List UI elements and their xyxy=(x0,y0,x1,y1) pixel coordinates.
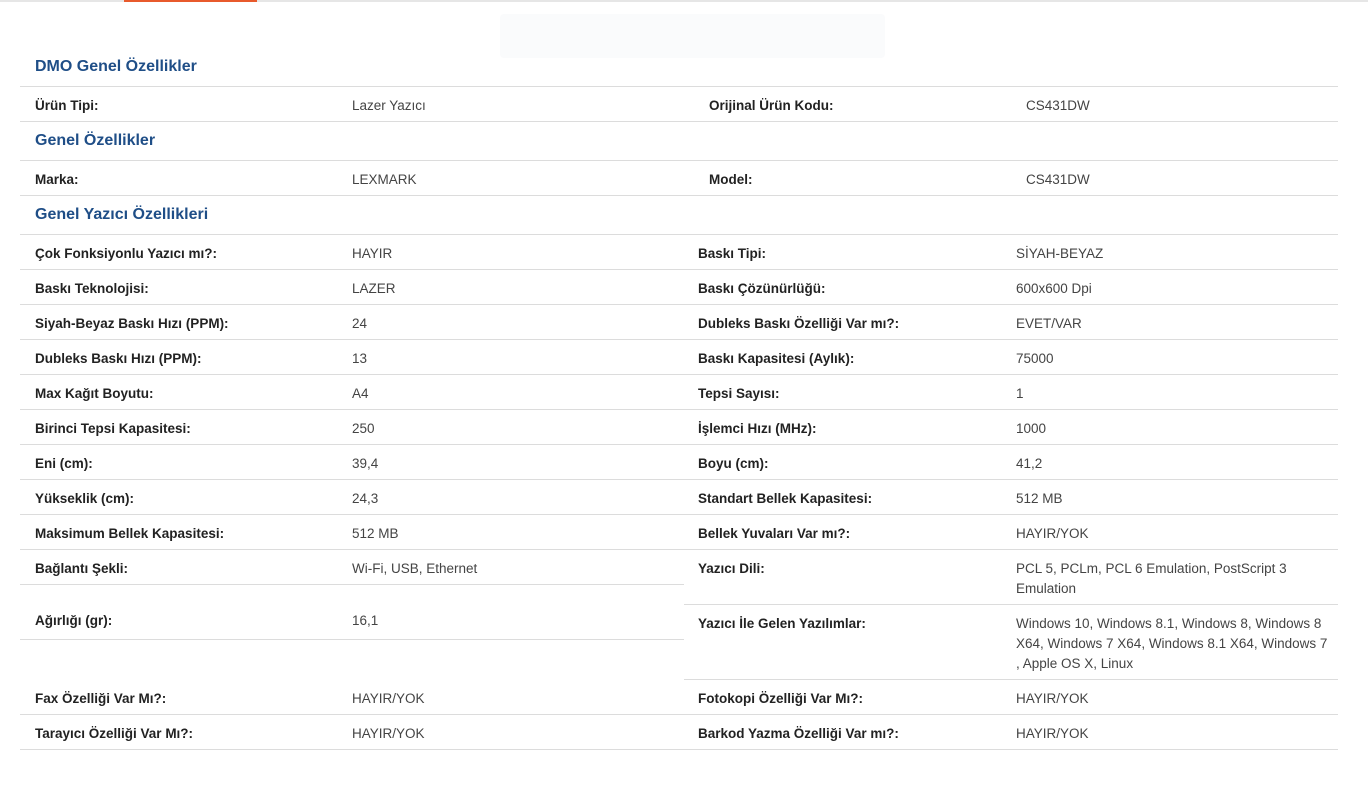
spec-column-left xyxy=(20,235,684,750)
spec-row xyxy=(20,585,684,640)
spec-row xyxy=(20,270,684,305)
spec-row xyxy=(684,410,1338,445)
spec-value: 1000 xyxy=(1016,421,1047,436)
spec-row xyxy=(20,550,684,585)
spec-row xyxy=(684,715,1338,750)
spec-value: HAYIR/YOK xyxy=(1016,526,1089,541)
spec-row xyxy=(20,680,684,715)
spec-label: Barkod Yazma Özelliği Var mı?: xyxy=(698,726,899,741)
spec-row xyxy=(684,480,1338,515)
spec-label: Max Kağıt Boyutu: xyxy=(35,386,154,401)
spec-value: 39,4 xyxy=(352,456,379,471)
spec-value: LAZER xyxy=(352,281,396,296)
spec-row xyxy=(684,515,1338,550)
spec-label: Dubleks Baskı Özelliği Var mı?: xyxy=(698,316,900,331)
spec-label: Baskı Kapasitesi (Aylık): xyxy=(698,351,855,366)
spec-row xyxy=(20,340,684,375)
spec-value: HAYIR/YOK xyxy=(352,726,425,741)
spec-value: SİYAH-BEYAZ xyxy=(1016,246,1104,261)
spec-row xyxy=(20,445,684,480)
spec-value: Lazer Yazıcı xyxy=(352,98,426,113)
spec-row xyxy=(684,605,1338,680)
spec-value: 24,3 xyxy=(352,491,379,506)
spec-value: CS431DW xyxy=(1026,172,1090,187)
spec-row xyxy=(20,410,684,445)
spec-value: HAYIR xyxy=(352,246,393,261)
spec-label: Marka: xyxy=(35,172,79,187)
spec-label: Boyu (cm): xyxy=(698,456,769,471)
spec-value: 512 MB xyxy=(352,526,399,541)
spec-label: Tepsi Sayısı: xyxy=(698,386,780,401)
printer-spec-grid xyxy=(20,235,1338,750)
spec-row xyxy=(684,270,1338,305)
spec-value: 41,2 xyxy=(1016,456,1043,471)
spec-label: Baskı Teknolojisi: xyxy=(35,281,149,296)
spec-row xyxy=(684,680,1338,715)
spec-row xyxy=(20,87,1338,122)
section-title-general: Genel Özellikler xyxy=(20,122,1338,161)
spec-row xyxy=(20,305,684,340)
spec-label: Yazıcı Dili: xyxy=(698,561,765,576)
spec-value: 512 MB xyxy=(1016,491,1063,506)
spec-label: Yükseklik (cm): xyxy=(35,491,135,506)
spec-column-right xyxy=(684,235,1338,750)
section-title-dmo-general: DMO Genel Özellikler xyxy=(20,48,1338,87)
spec-label: Standart Bellek Kapasitesi: xyxy=(698,491,873,506)
spec-label: Baskı Çözünürlüğü: xyxy=(698,281,826,296)
spec-row xyxy=(684,235,1338,270)
spec-label: Bellek Yuvaları Var mı?: xyxy=(698,526,851,541)
spec-row xyxy=(20,480,684,515)
spec-value: 250 xyxy=(352,421,375,436)
spec-row xyxy=(20,235,684,270)
spec-label: Çok Fonksiyonlu Yazıcı mı?: xyxy=(35,246,218,261)
spec-value: Wi-Fi, USB, Ethernet xyxy=(352,561,478,576)
spec-value: HAYIR/YOK xyxy=(352,691,425,706)
spacer xyxy=(20,640,684,680)
spec-value: A4 xyxy=(352,386,369,401)
spec-label: Tarayıcı Özelliği Var Mı?: xyxy=(35,726,194,741)
spec-label: Eni (cm): xyxy=(35,456,93,471)
spec-row xyxy=(20,715,684,750)
spec-row xyxy=(20,375,684,410)
spec-label: Orijinal Ürün Kodu: xyxy=(709,98,834,113)
spec-label: Ağırlığı (gr): xyxy=(35,613,113,628)
spec-label: Bağlantı Şekli: xyxy=(35,561,129,576)
spec-value: 600x600 Dpi xyxy=(1016,281,1092,296)
spec-value: Windows 10, Windows 8.1, Windows 8, Windows 8 X64, Windows 7 X64, Windows 8.1 X64, Windows 7 , Apple OS X, Linux xyxy=(1016,616,1328,671)
spec-value: 1 xyxy=(1016,386,1024,401)
spec-value: 16,1 xyxy=(352,613,379,628)
spec-row xyxy=(684,550,1338,605)
spec-row xyxy=(20,161,1338,196)
spec-value: HAYIR/YOK xyxy=(1016,726,1089,741)
spec-value: LEXMARK xyxy=(352,172,417,187)
spec-value: PCL 5, PCLm, PCL 6 Emulation, PostScript 3 Emulation xyxy=(1016,561,1287,596)
spec-value: 75000 xyxy=(1016,351,1054,366)
spec-label: Baskı Tipi: xyxy=(698,246,767,261)
spec-value: 13 xyxy=(352,351,368,366)
spec-label: Birinci Tepsi Kapasitesi: xyxy=(35,421,191,436)
spec-row xyxy=(684,445,1338,480)
spec-row xyxy=(684,375,1338,410)
section-title-printer: Genel Yazıcı Özellikleri xyxy=(20,196,1338,235)
spec-row xyxy=(20,515,684,550)
spec-value: EVET/VAR xyxy=(1016,316,1082,331)
spec-value: 24 xyxy=(352,316,368,331)
spec-label: Fotokopi Özelliği Var Mı?: xyxy=(698,691,864,706)
spec-label: Yazıcı İle Gelen Yazılımlar: xyxy=(698,616,866,631)
spec-label: İşlemci Hızı (MHz): xyxy=(698,421,817,436)
spec-value: HAYIR/YOK xyxy=(1016,691,1089,706)
spec-label: Maksimum Bellek Kapasitesi: xyxy=(35,526,225,541)
spec-label: Ürün Tipi: xyxy=(35,98,99,113)
spec-label: Dubleks Baskı Hızı (PPM): xyxy=(35,351,202,366)
specifications-table xyxy=(20,48,1338,750)
spec-label: Siyah-Beyaz Baskı Hızı (PPM): xyxy=(35,316,229,331)
active-tab-indicator xyxy=(124,0,257,2)
spec-label: Model: xyxy=(709,172,753,187)
spec-row xyxy=(684,305,1338,340)
spec-label: Fax Özelliği Var Mı?: xyxy=(35,691,167,706)
spec-value: CS431DW xyxy=(1026,98,1090,113)
spec-row xyxy=(684,340,1338,375)
